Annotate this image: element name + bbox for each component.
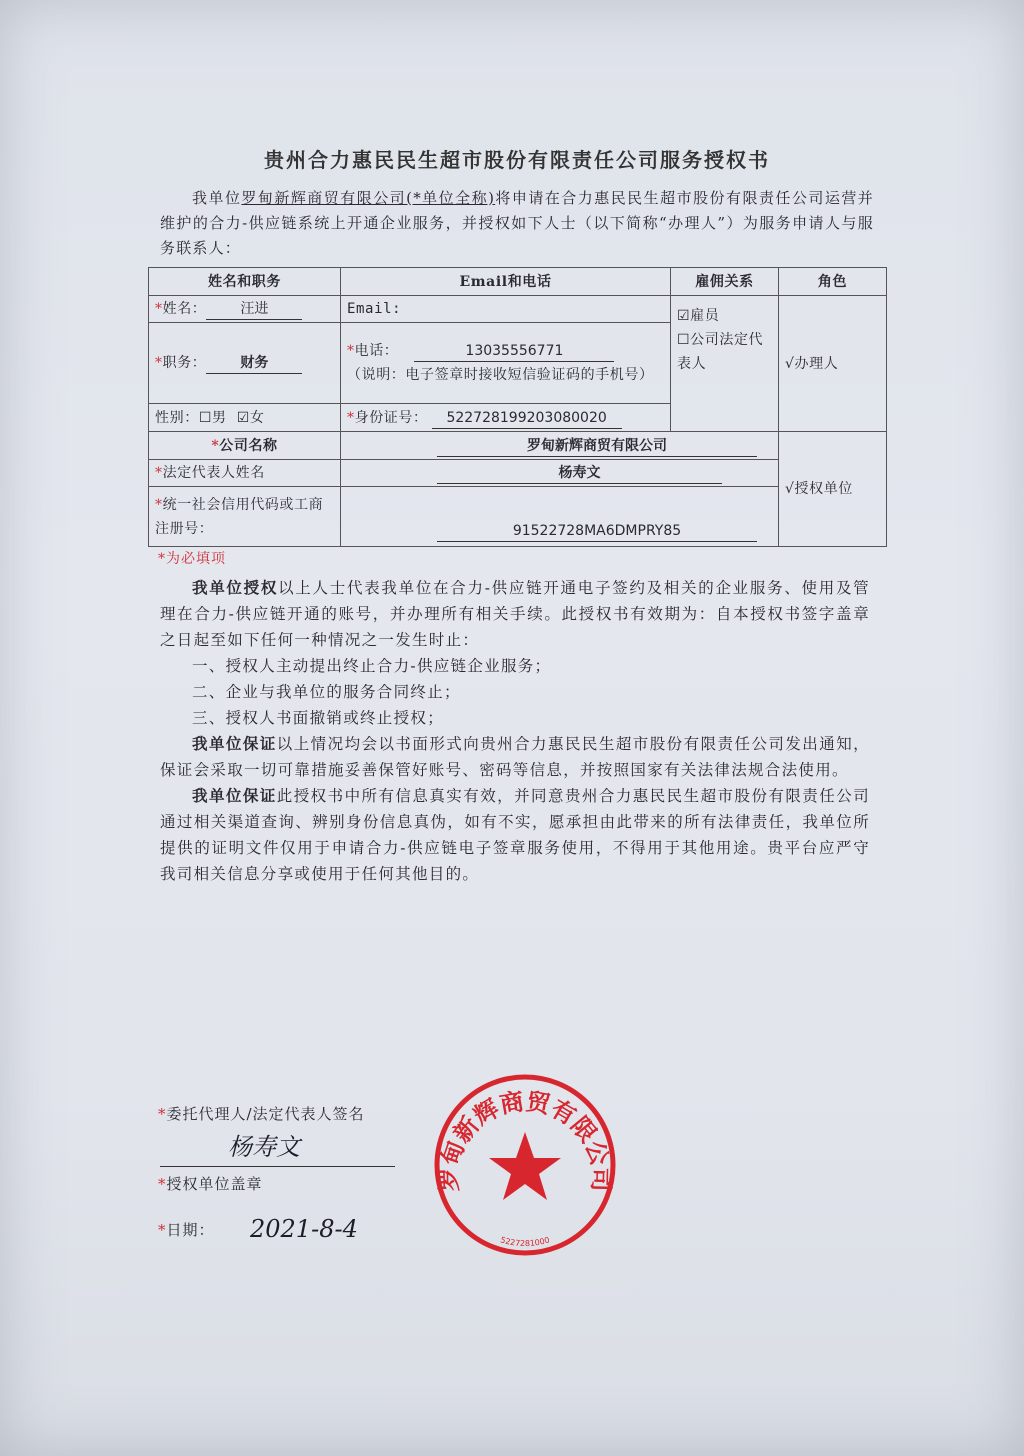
id-label: 身份证号： [354, 409, 428, 426]
signer-signature: 杨寿文 [228, 1133, 300, 1161]
role-unit: √授权单位 [785, 481, 853, 497]
company-value-cell [341, 432, 779, 460]
intro-rest: 将申请在合力惠民民生超市股份有限责任公司运营并维护的合力-供应链系统上开通企业服务，并授权如下人士（以下简称“办理人”）为服务申请人与服务联系人： [160, 189, 874, 257]
company-value: 罗甸新辉商贸有限公司 [437, 436, 757, 457]
intro-prefix: 我单位 [192, 189, 242, 207]
email-cell [341, 296, 671, 323]
required-mark: * [155, 496, 163, 513]
legal-rep-value: 杨寿文 [437, 463, 722, 484]
paragraph-lead: 我单位授权 [192, 578, 279, 597]
seal-text: 罗甸新辉商贸有限公司 [433, 1086, 617, 1192]
phone-cell [341, 323, 671, 404]
unit-name: 罗甸新辉商贸有限公司(*单位全称) [241, 189, 496, 207]
phone-value: 13035556771 [414, 341, 614, 362]
paragraph-lead: 我单位保证 [192, 786, 277, 805]
document-content [148, 146, 886, 887]
required-mark: * [211, 437, 220, 454]
credit-code-value: 91522728MA6DMPRY85 [437, 521, 757, 542]
seal-star-icon [489, 1132, 561, 1200]
phone-note: （说明：电子签章时接收短信验证码的手机号） [347, 367, 654, 383]
employment-legal-rep: ☐公司法定代表人 [677, 332, 764, 372]
required-note: *为必填项 [158, 551, 226, 567]
gender-cell [149, 404, 341, 432]
name-cell [149, 296, 341, 323]
paragraph-authorization [160, 575, 870, 653]
intro-paragraph [160, 186, 874, 261]
paragraph-lead: 我单位保证 [192, 734, 277, 753]
body-text [160, 575, 870, 887]
seal-label: 授权单位盖章 [166, 1175, 263, 1193]
date-label: 日期： [166, 1221, 215, 1239]
required-mark: * [155, 355, 163, 371]
role-agent: √办理人 [785, 355, 839, 372]
role-agent-cell [779, 296, 887, 432]
condition-item: 一、授权人主动提出终止合力-供应链企业服务； [192, 657, 552, 675]
legal-rep-label-cell [149, 460, 341, 487]
employment-employee: ☑雇员 [677, 308, 720, 324]
paragraph-guarantee-2 [160, 783, 870, 887]
gender-male-checkbox: ☐男 [198, 409, 227, 426]
credit-code-value-cell [341, 487, 779, 547]
role-unit-cell [779, 432, 887, 547]
legal-rep-label: 法定代表人姓名 [162, 465, 265, 481]
legal-rep-value-cell [341, 460, 779, 487]
condition-item: 二、企业与我单位的服务合同终止； [192, 683, 461, 701]
header-employment: 雇佣关系 [671, 268, 779, 296]
required-mark: * [158, 1105, 167, 1123]
id-cell [341, 404, 671, 432]
header-role: 角色 [779, 268, 887, 296]
id-value: 522728199203080020 [432, 408, 622, 429]
paragraph-guarantee-1 [160, 731, 870, 783]
condition-item: 三、授权人书面撤销或终止授权； [192, 709, 445, 727]
header-contact: Email和电话 [341, 268, 671, 296]
paragraph-text: 以上情况均会以书面形式向贵州合力惠民民生超市股份有限责任公司发出通知，保证会采取一切可靠措施妥善保管好账号、密码等信息，并按照国家有关法律法规合法使用。 [160, 735, 870, 779]
handwritten-date: 2021-8-4 [250, 1215, 358, 1243]
required-mark: * [155, 301, 163, 317]
credit-code-label-cell [149, 487, 341, 547]
gender-female-checkbox: ☑女 [236, 409, 265, 426]
header-name: 姓名和职务 [149, 268, 341, 296]
required-mark: * [158, 1221, 167, 1239]
document-title: 贵州合力惠民民生超市股份有限责任公司服务授权书 [264, 148, 770, 172]
signer-label: 委托代理人/法定代表人签名 [166, 1105, 365, 1123]
email-label: Email: [347, 301, 402, 317]
company-label: 公司名称 [219, 437, 278, 454]
name-value: 汪进 [206, 299, 302, 320]
date-label-row [158, 1220, 215, 1240]
credit-code-label: 统一社会信用代码或工商注册号： [155, 496, 324, 537]
seal-label-row [158, 1174, 263, 1194]
seal-number: 5227281000 [499, 1235, 551, 1249]
position-cell [149, 323, 341, 404]
required-mark: * [347, 409, 355, 426]
paragraph-text: 此授权书中所有信息真实有效，并同意贵州合力惠民民生超市股份有限责任公司通过相关渠道查询、辨别身份信息真伪，如有不实，愿承担由此带来的所有法律责任，我单位所提供的证明文件仅用于申请合力-供应链电子签章服务使用，不得用于其他用途。贵平台应严守我司相关信息分享或使用于任何其他目的。 [160, 787, 870, 883]
name-label: 姓名： [162, 301, 207, 317]
company-label-cell [149, 432, 341, 460]
required-mark: * [347, 343, 355, 359]
phone-row [347, 339, 664, 363]
signature-line [160, 1166, 395, 1167]
position-value: 财务 [206, 353, 302, 374]
signer-label-row [158, 1104, 365, 1124]
required-mark: * [158, 1175, 167, 1193]
position-label: 职务： [162, 355, 207, 371]
employment-cell [671, 296, 779, 432]
paragraph-text: 以上人士代表我单位在合力-供应链开通电子签约及相关的企业服务、使用及管理在合力-供应链开通的账号，并办理所有相关手续。此授权书有效期为：自本授权书签字盖章之日起至如下任何一种情况之一发生时止： [160, 579, 870, 649]
phone-label: 电话： [354, 343, 399, 359]
gender-label: 性别： [155, 409, 199, 426]
applicant-table [148, 267, 887, 547]
required-mark: * [155, 465, 163, 481]
company-seal [430, 1070, 620, 1260]
